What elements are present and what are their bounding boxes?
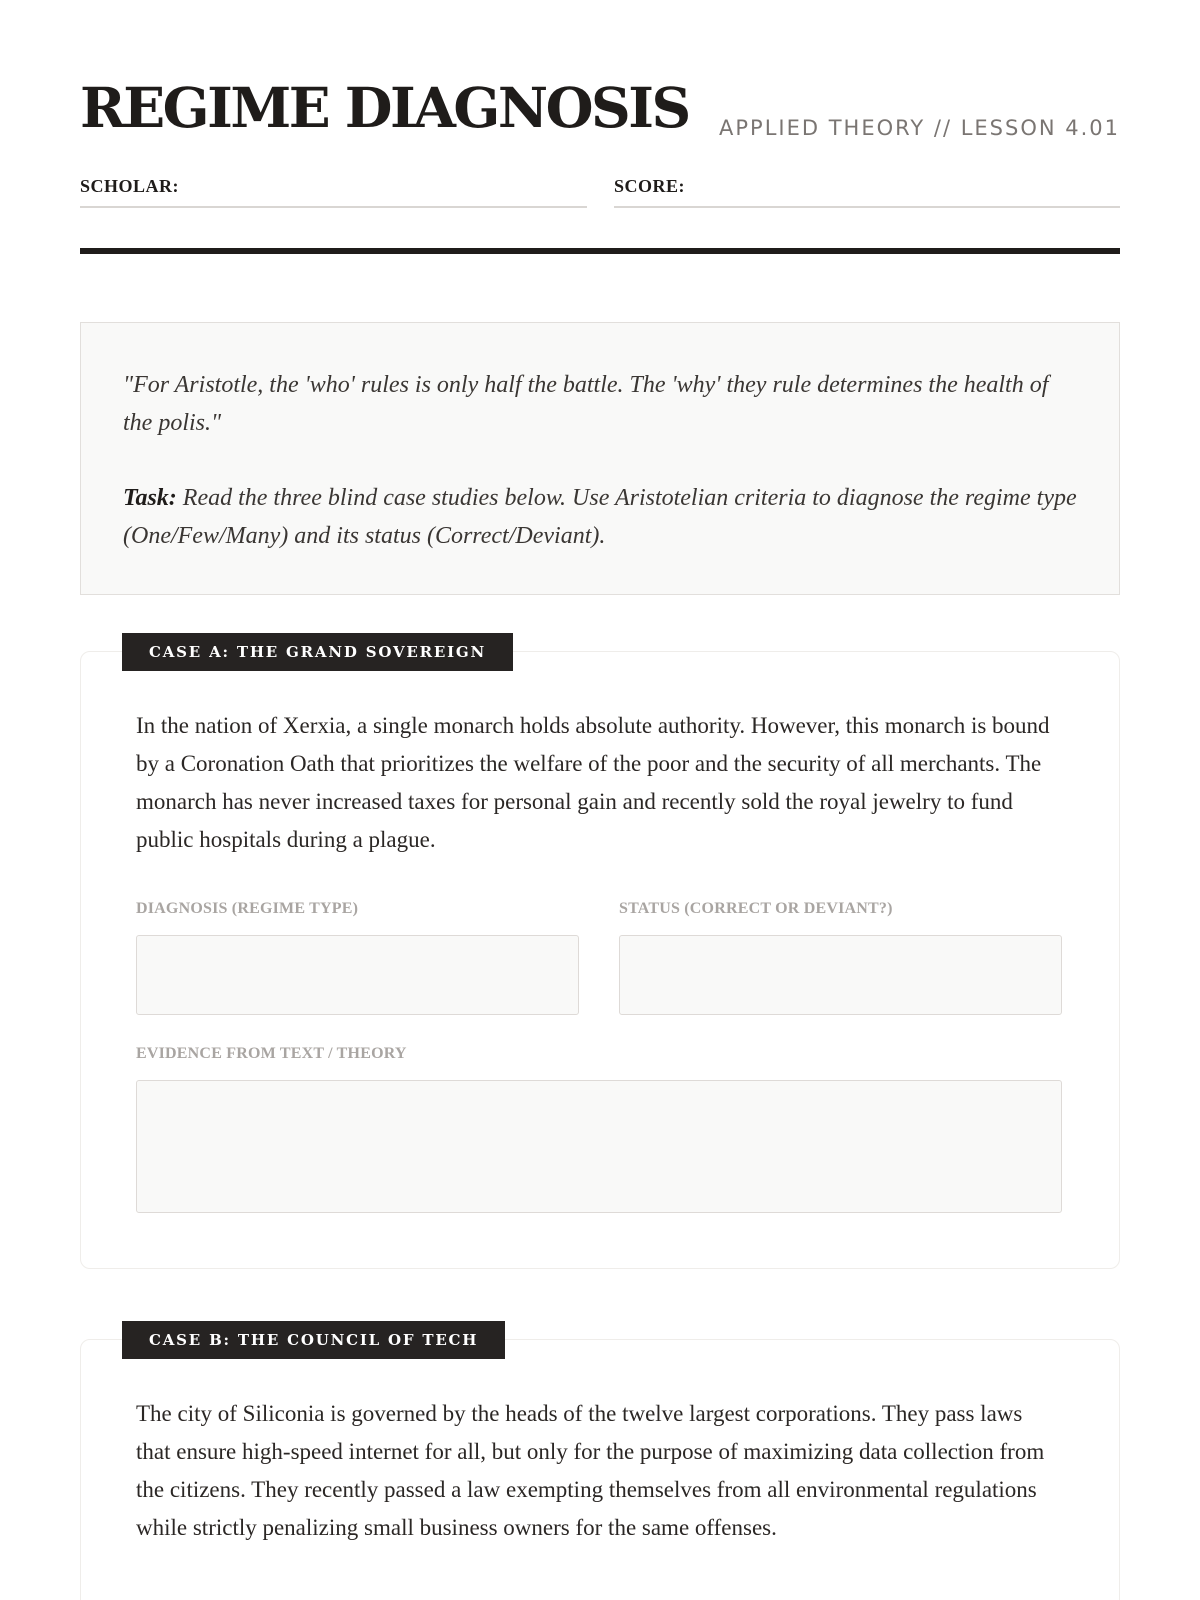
evidence-label: EVIDENCE FROM TEXT / THEORY [136,1045,407,1062]
task-label: Task: [123,485,177,511]
case-tag: CASE B: THE COUNCIL OF TECH [122,1321,505,1359]
diagnosis-label: DIAGNOSIS (REGIME TYPE) [136,900,359,917]
status-label: STATUS (CORRECT OR DEVIANT?) [619,900,893,917]
score-label: SCORE: [614,176,686,196]
case-description: The city of Siliconia is governed by the heads of the twelve largest corporations. They pass laws that ensure high-speed internet for all, but only for the purpose of maximizing data collection from the citizens. They recently passed a law exempting themselves from all environmental regulations while strictly penalizing small business owners for the same offenses. [136,1401,1045,1540]
case-tag: CASE A: THE GRAND SOVEREIGN [122,633,513,671]
intro-task [123,479,1077,555]
status-input[interactable] [619,935,1062,1015]
case-description: In the nation of Xerxia, a single monarch holds absolute authority. However, this monarch is bound by a Coronation Oath that prioritizes the welfare of the poor and the security of all merchants. The monarch has never increased taxes for personal gain and recently sold the royal jewelry to fund public hospitals during a plague. [136,713,1050,852]
lesson-subtitle: APPLIED THEORY // LESSON 4.01 [719,116,1120,140]
scholar-field[interactable] [80,176,587,208]
scholar-label: SCHOLAR: [80,176,180,196]
evidence-textarea[interactable] [136,1080,1062,1213]
intro-quote: "For Aristotle, the 'who' rules is only half the battle. The 'why' they rule determines the health of the polis." [123,372,1049,436]
case-card-b [80,1331,1120,1600]
page-title: REGIME DIAGNOSIS [80,75,689,140]
case-card-a [80,643,1120,1269]
task-text: Read the three blind case studies below. Use Aristotelian criteria to diagnose the regime type (One/Few/Many) and its status (Correct/Deviant). [123,485,1077,549]
score-field[interactable] [614,176,1120,208]
header-divider [80,248,1120,254]
intro-box [80,322,1120,595]
diagnosis-input[interactable] [136,935,579,1015]
